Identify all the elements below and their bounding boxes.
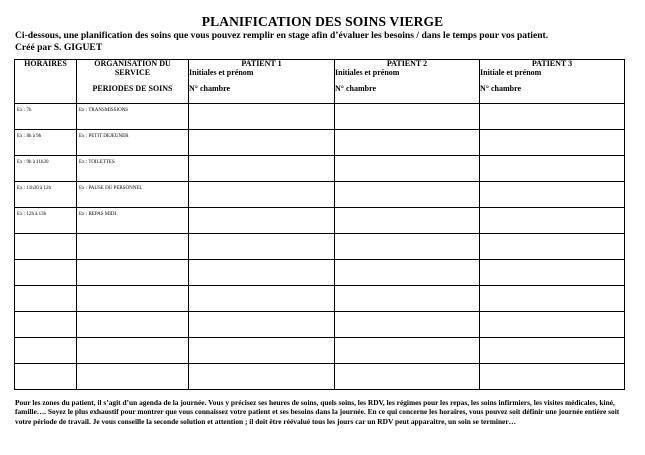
header-organisation xyxy=(77,60,189,104)
table-row xyxy=(15,104,625,130)
service-example: Ex : REPAS MIDI xyxy=(79,212,117,217)
header-horaires xyxy=(15,60,77,104)
care-planning-table xyxy=(14,59,625,390)
patient-3-cell[interactable] xyxy=(480,234,625,260)
intro-line-author: Créé par S. GIGUET xyxy=(15,42,103,53)
service-cell[interactable] xyxy=(77,104,189,130)
time-cell[interactable] xyxy=(15,364,77,390)
patient-2-cell[interactable] xyxy=(335,182,480,208)
table-row xyxy=(15,312,625,338)
patient-2-initials-label: Initiales et prénom xyxy=(335,67,400,77)
header-periodes-label: PERIODES DE SOINS xyxy=(92,84,173,93)
patient-2-cell[interactable] xyxy=(335,364,480,390)
patient-3-cell[interactable] xyxy=(480,182,625,208)
table-row xyxy=(15,364,625,390)
intro-text xyxy=(15,30,635,54)
time-cell[interactable] xyxy=(15,312,77,338)
footer-instructions: Pour les zones du patient, il s’agit d’un agenda de la journée. Vous y précisez ses heures de soins, quels soins, les RDV, les régimes pour les repas, les soins infirmiers, les visites médicales, kiné, famille…. Soyez le plus exhaustif pour montrer que vous connaissez votre patient et ses besoins dans la journée. En ce qui concerne les horaires, vous pouvez soit définir une journée entière soit votre période de travail. Je vous conseille la seconde solution et attention ; il doit être réévalué tous les jours car un RDV peut apparaitre, un soin se terminer… xyxy=(15,398,620,426)
service-example: Ex : PAUSE DU PERSONNEL xyxy=(79,186,143,191)
patient-2-cell[interactable] xyxy=(335,208,480,234)
patient-2-cell[interactable] xyxy=(335,130,480,156)
table-row xyxy=(15,208,625,234)
table-row xyxy=(15,234,625,260)
patient-3-cell[interactable] xyxy=(480,286,625,312)
header-patient-1 xyxy=(189,60,335,104)
service-cell[interactable] xyxy=(77,130,189,156)
patient-3-cell[interactable] xyxy=(480,208,625,234)
patient-2-cell[interactable] xyxy=(335,286,480,312)
intro-line-description: Ci-dessous, une planification des soins que vous pouvez remplir en stage afin d’évaluer les besoins / dans le temps pour vos patient. xyxy=(15,30,549,41)
patient-2-room-label: N° chambre xyxy=(335,84,377,93)
patient-1-cell[interactable] xyxy=(189,234,335,260)
service-cell[interactable] xyxy=(77,234,189,260)
patient-3-cell[interactable] xyxy=(480,260,625,286)
patient-1-cell[interactable] xyxy=(189,338,335,364)
time-example: Ex : 11h30 à 12h xyxy=(17,186,51,191)
patient-2-cell[interactable] xyxy=(335,312,480,338)
patient-3-room-label: N° chambre xyxy=(480,84,522,93)
patient-3-cell[interactable] xyxy=(480,364,625,390)
time-example: Ex : 8h à 9h xyxy=(17,134,42,139)
header-patient-3 xyxy=(480,60,625,104)
patient-2-cell[interactable] xyxy=(335,234,480,260)
patient-2-cell[interactable] xyxy=(335,338,480,364)
patient-2-name: PATIENT 2 xyxy=(386,59,428,68)
table-row xyxy=(15,260,625,286)
service-example: Ex : PETIT DEJEUNER xyxy=(79,134,129,139)
service-cell[interactable] xyxy=(77,208,189,234)
time-cell[interactable] xyxy=(15,208,77,234)
service-cell[interactable] xyxy=(77,156,189,182)
time-cell[interactable] xyxy=(15,260,77,286)
service-cell[interactable] xyxy=(77,312,189,338)
service-example: Ex : TRANSMISSIONS xyxy=(79,108,129,113)
patient-1-name: PATIENT 1 xyxy=(241,59,282,68)
patient-2-cell[interactable] xyxy=(335,104,480,130)
patient-2-cell[interactable] xyxy=(335,156,480,182)
patient-1-cell[interactable] xyxy=(189,260,335,286)
patient-1-cell[interactable] xyxy=(189,208,335,234)
table-row xyxy=(15,156,625,182)
time-cell[interactable] xyxy=(15,104,77,130)
patient-1-initials-label: Initiales et prénom xyxy=(189,67,254,77)
service-cell[interactable] xyxy=(77,286,189,312)
patient-1-cell[interactable] xyxy=(189,286,335,312)
time-cell[interactable] xyxy=(15,182,77,208)
patient-3-name: PATIENT 3 xyxy=(531,59,573,68)
header-patient-2 xyxy=(335,60,480,104)
table-row xyxy=(15,182,625,208)
patient-3-initials-label: Initiale et prénom xyxy=(480,67,542,77)
time-example: Ex : 7h xyxy=(17,108,32,113)
patient-3-cell[interactable] xyxy=(480,338,625,364)
patient-2-cell[interactable] xyxy=(335,260,480,286)
service-cell[interactable] xyxy=(77,260,189,286)
patient-1-cell[interactable] xyxy=(189,104,335,130)
patient-3-cell[interactable] xyxy=(480,104,625,130)
patient-1-room-label: N° chambre xyxy=(189,84,231,93)
patient-1-cell[interactable] xyxy=(189,312,335,338)
service-cell[interactable] xyxy=(77,182,189,208)
patient-3-cell[interactable] xyxy=(480,130,625,156)
header-horaires-label: HORAIRES xyxy=(24,59,67,68)
patient-1-cell[interactable] xyxy=(189,130,335,156)
table-row xyxy=(15,286,625,312)
patient-1-cell[interactable] xyxy=(189,182,335,208)
service-cell[interactable] xyxy=(77,338,189,364)
time-cell[interactable] xyxy=(15,286,77,312)
time-cell[interactable] xyxy=(15,130,77,156)
service-cell[interactable] xyxy=(77,364,189,390)
time-example: Ex : 12h à 13h xyxy=(17,212,47,217)
table-row xyxy=(15,338,625,364)
patient-1-cell[interactable] xyxy=(189,364,335,390)
header-organisation-label: ORGANISATION DU SERVICE xyxy=(94,59,171,77)
page-title: PLANIFICATION DES SOINS VIERGE xyxy=(201,14,444,29)
time-example: Ex : 9h à 11h30 xyxy=(17,160,49,165)
table-row xyxy=(15,130,625,156)
patient-1-cell[interactable] xyxy=(189,156,335,182)
patient-3-cell[interactable] xyxy=(480,156,625,182)
time-cell[interactable] xyxy=(15,338,77,364)
time-cell[interactable] xyxy=(15,156,77,182)
service-example: Ex : TOILETTES xyxy=(79,160,115,165)
time-cell[interactable] xyxy=(15,234,77,260)
patient-3-cell[interactable] xyxy=(480,312,625,338)
